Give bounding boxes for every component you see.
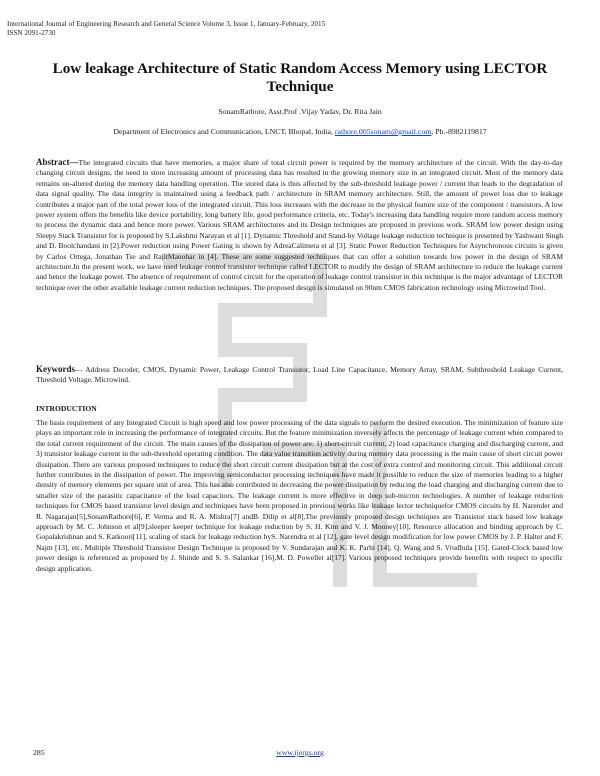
introduction-text: The basis requirement of any Integrated Circuit is high speed and low power processing of the data signals to perform the desired execution. The minimization of feature size plays an important role in increasing the performance of integrated circuits. But the feature minimization inversely affects the percentage of leakage current when compared to the total current requirement of the circuit. The main causes of the dissipation of power are: 1) short-circuit current, 2) load capacitance charging and discharging current, and 3) transistor leakage current in the sub-threshold operating condition. The data value transition activity during memory data processing is the main cause of short circuit power dissipation. There are various proposed techniques to reduce the short circuit current dissipation but at the cost of extra control and monitoring circuit. This additional circuit further contributes in the dissipation of power. The improving semiconductor processing techniques have made it possible to reduce the size of memories leading to a higher density of memory elements per square unit of area. This has also contributed in decreasing the power dissipation by reducing the load charging and discharging current due to smaller size of the parasitic capacitance of the load capacitors. The leakage current is more effective in deep sub-micron technologies. A number of leakage reduction techniques for CMOS based transistor level design and techniques have been proposed in previous works like leakage lector techniquefor CMOS circuits by H. Narender and R. Nagarajan[5],SonamRathore[6], P. Verma and R. A. Mishra[7] andB. Dilip et al[8].The previously proposed design techniques are Transistor stack based low leakage approach by M. C. Johnson et al[9],sleeper keeper technique for leakage reduction by S. H. Kim and V. J. Mooney[10], Resource allocation and binding approach by C. Gopalakrishnan and S. Katkoori[11], scaling of stack for leakage reduction byS. Narendra et al [12], gate level design modification for low power CMOS by J. P. Halter and F. Najm [13], etc. Multiple Threshold Transistor Design Technique is proposed by V. Sundarajan and K. K. Parhi [14], Q. Wang and S. Vrudhula [15]. Gated-Clock based low power design is referenced as proposed by J. Shinde and S. S. Salankar [16],M. D. Powellet al[17]. Various proposed techniques provide benefits with respect to specific design application. [36,418,563,573]
keywords-label: Keywords [36,364,75,374]
abstract-label: Abstract— [36,157,79,167]
paper-authors: SonamRathore, Asst.Prof .Vijay Yadav, Dr. Rita Jain [218,107,382,116]
affiliation-phone: , Ph.-8982119817 [431,127,487,136]
abstract-text: The integrated circuits that have memories, a major share of total circuit power is required by the memory architecture of the circuit. With the day-to-day changing circuit designs, the need to store increasing amount of processing data has resulted in the growing memory size in an integrated circuit. Most of the memory data remains un-altered during the memory data handling operation. The stored data is thus affected by the sub-threshold leakage power / current that leads to the degradation of data signal quality. The data integrity is maintained using a feedback path / architecture in SRAM memory architecture. Still, the amount of power loss due to leakage contributes a major part of the total power loss of the integrated circuit. This loss increases with the decrease in the physical feature size of the component / transistors. A low power system offers the benefits like device portability, long battery life, good performance criteria, etc. Today's increasing data handling require more random access memory to process the dynamic data and hence more power. Various SRAM architectures and its Design techniques are proposed in previous work. SRAM low power design using Sleepy Stack Transistor for is proposed by S.Lakshmi Narayan et al [1]. Dynamic Threshold and Stand-by Voltage leakage reduction technique is presented by Yashwant Singh and D. Boolchandani in [2].Power reduction using Power Gating is shown by AdreaCalimera et al [3]. Static Power Reduction Techniques for Asynchronous circuits is given by Carlos Ortega, Jonathan Tse and RajitManohar in [4]. These are some suggested techniques that can offer a solution towards low power in the design of SRAM architecture.In the present work, we have used leakage control transistor technique called LECTOR to modify the design of SRAM architecture to reduce the leakage current and hence the leakage power. The absence of requirement of control circuit for the operation of leakage control transistor in this technique is the major advantage of LECTOR technique over the other available leakage current reduction techniques. The proposed design is simulated on 90nm CMOS fabrication technology using Microwind Tool. [36,158,563,292]
author-affiliation [0,127,600,136]
journal-issn: ISSN 2091-2730 [7,29,56,37]
keywords-section [36,364,563,386]
journal-citation: International Journal of Engineering Research and General Science Volume 3, Issue 1, January-February, 2015 [7,20,326,28]
paper-title: Low leakage Architecture of Static Random Access Memory using LECTOR Technique [52,60,548,95]
page-number: 285 [33,748,45,757]
abstract-section [36,157,563,293]
journal-website-link[interactable]: www.ijergs.org [276,748,324,757]
keywords-text: — Address Decoder, CMOS, Dynamic Power, Leakage Control Transistor, Load Line Capacitance, Memory Array, SRAM, Subthreshold Leakage Current, Threshold Voltage, Microwind. [36,365,563,385]
affiliation-text: Department of Electronics and Communication, LNCT, Bhopal, India, [113,127,333,136]
introduction-heading: INTRODUCTION [36,404,97,413]
journal-header [7,20,325,38]
author-email-link[interactable]: rathore.005sonam@gmail.com [334,127,432,136]
